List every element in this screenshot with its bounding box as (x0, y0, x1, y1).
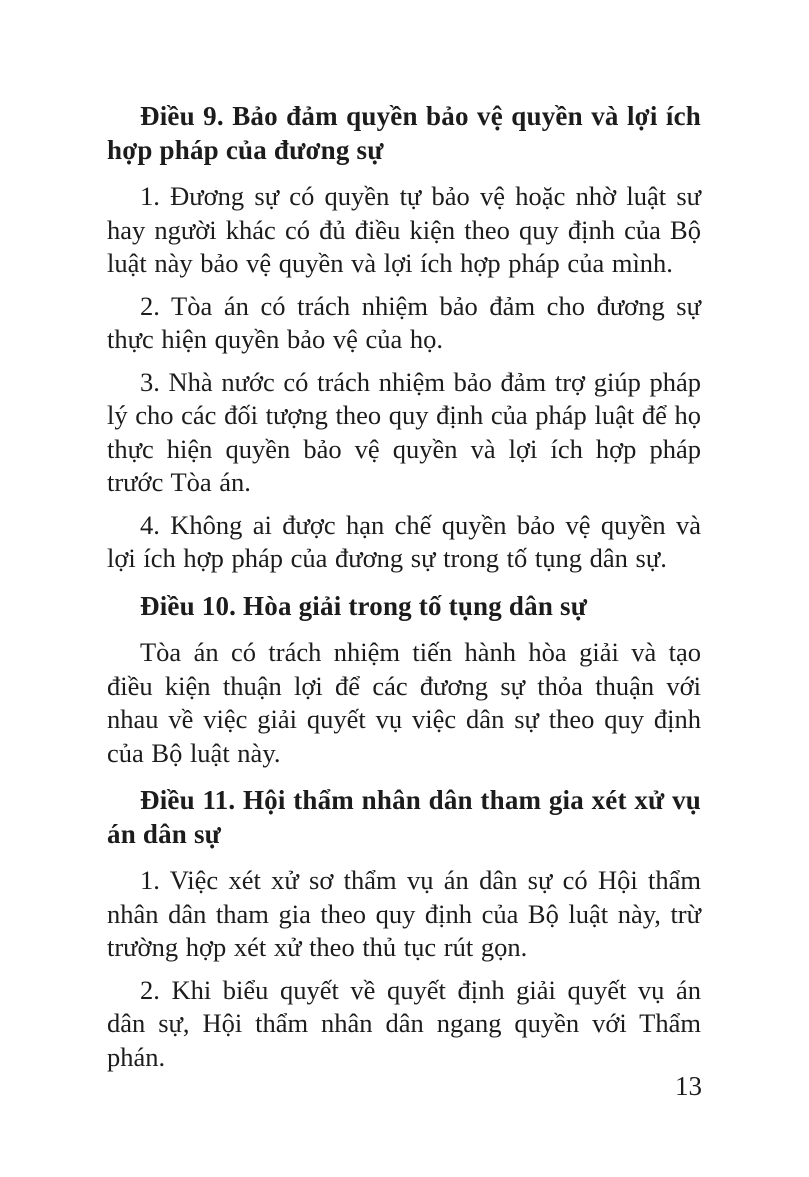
article-section (107, 100, 701, 576)
page-number: 13 (675, 1071, 702, 1101)
article-section (107, 590, 701, 771)
article-heading: Điều 9. Bảo đảm quyền bảo vệ quyền và lợi ích hợp pháp của đương sự (107, 101, 701, 165)
article-paragraph: 2. Tòa án có trách nhiệm bảo đảm cho đương sự thực hiện quyền bảo vệ của họ. (107, 290, 701, 354)
article-paragraph: 2. Khi biểu quyết về quyết định giải quyết vụ án dân sự, Hội thẩm nhân dân ngang quyền với Thẩm phán. (107, 974, 701, 1072)
article-section (107, 784, 701, 1074)
article-paragraph: 1. Việc xét xử sơ thẩm vụ án dân sự có Hội thẩm nhân dân tham gia theo quy định của Bộ luật này, trừ trường hợp xét xử theo thủ tục rút gọn. (107, 865, 701, 962)
legal-text-block (107, 100, 701, 1074)
article-paragraph: 3. Nhà nước có trách nhiệm bảo đảm trợ giúp pháp lý cho các đối tượng theo quy định của pháp luật để họ thực hiện quyền bảo vệ quyền và lợi ích hợp pháp trước Tòa án. (107, 366, 701, 497)
article-paragraph: 4. Không ai được hạn chế quyền bảo vệ quyền và lợi ích hợp pháp của đương sự trong tố tụng dân sự. (107, 509, 701, 573)
article-heading: Điều 11. Hội thẩm nhân dân tham gia xét xử vụ án dân sự (107, 785, 701, 849)
article-paragraph: Tòa án có trách nhiệm tiến hành hòa giải và tạo điều kiện thuận lợi để các đương sự thỏa thuận với nhau về việc giải quyết vụ việc dân sự theo quy định của Bộ luật này. (107, 637, 701, 768)
article-heading: Điều 10. Hòa giải trong tố tụng dân sự (140, 590, 588, 621)
article-paragraph: 1. Đương sự có quyền tự bảo vệ hoặc nhờ luật sư hay người khác có đủ điều kiện theo quy định của Bộ luật này bảo vệ quyền và lợi ích hợp pháp của mình. (107, 181, 701, 278)
